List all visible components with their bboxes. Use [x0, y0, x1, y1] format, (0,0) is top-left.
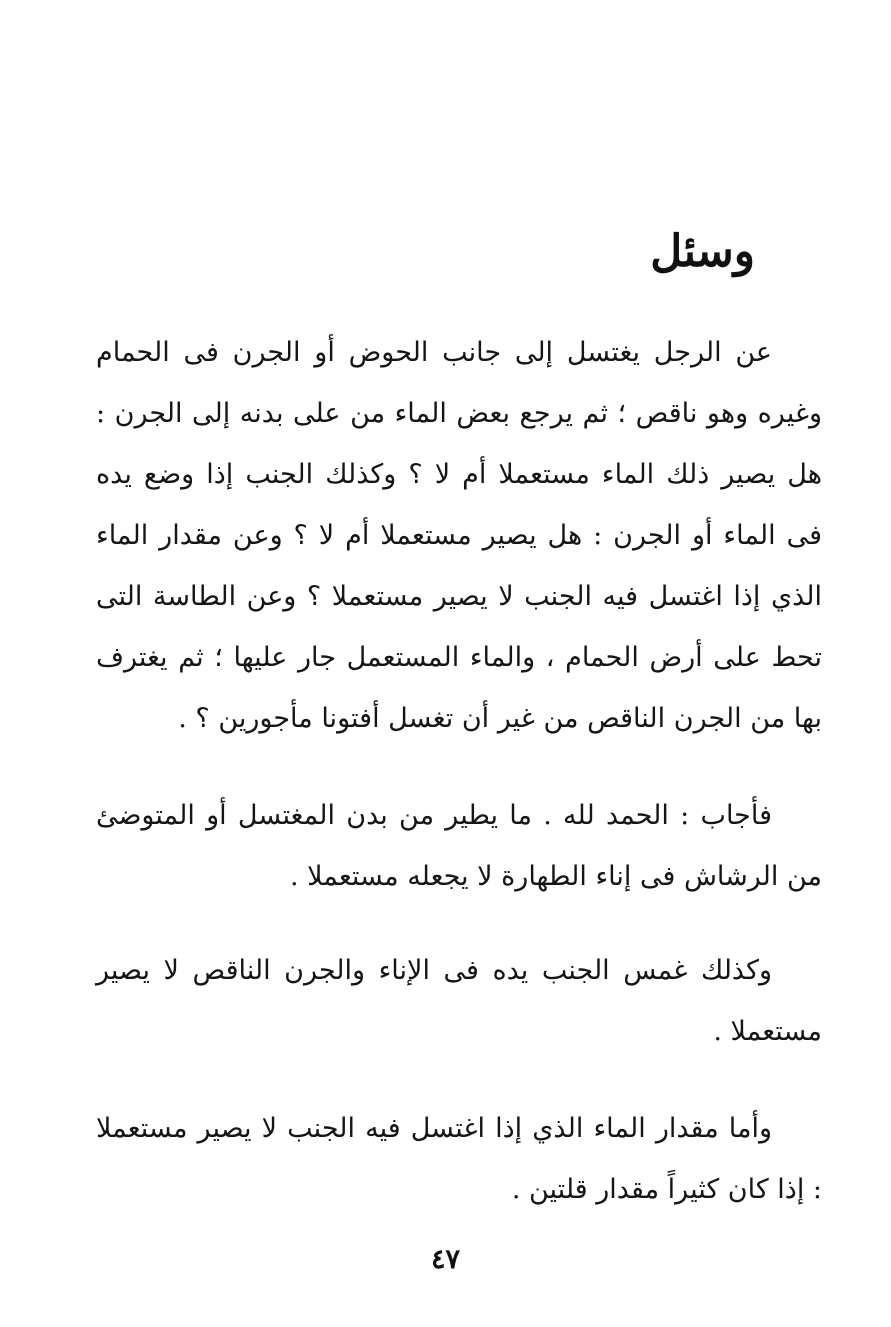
section-heading: وسئل [650, 226, 755, 277]
quantity-paragraph: وأما مقدار الماء الذي إذا اغتسل فيه الجنب لا يصير مستعملا : إذا كان كثيراً مقدار قلتين . [96, 1113, 822, 1205]
question-paragraph: عن الرجل يغتسل إلى جانب الحوض أو الجرن فى الحمام وغيره وهو ناقص ؛ ثم يرجع بعض الماء من على بدنه إلى الجرن : هل يصير ذلك الماء مستعملا أم لا ؟ وكذلك الجنب إذا وضع يده فى الماء أو الجرن : هل يصير مستعملا أم لا ؟ وعن مقدار الماء الذي إذا اغتسل فيه الجنب لا يصير مستعملا ؟ وعن الطاسة التى تحط على أرض الحمام ، والماء المستعمل جار عليها ؛ ثم يغترف بها من الجرن الناقص من غير أن تغسل أفتونا مأجورين ؟ . [96, 337, 822, 734]
answer-paragraph: فأجاب : الحمد لله . ما يطير من بدن المغتسل أو المتوضئ من الرشاش فى إناء الطهارة لا يجعله مستعملا . [96, 800, 822, 892]
page-number: ٤٧ [430, 1244, 460, 1275]
immersion-paragraph: وكذلك غمس الجنب يده فى الإناء والجرن الناقص لا يصير مستعملا . [96, 955, 822, 1047]
